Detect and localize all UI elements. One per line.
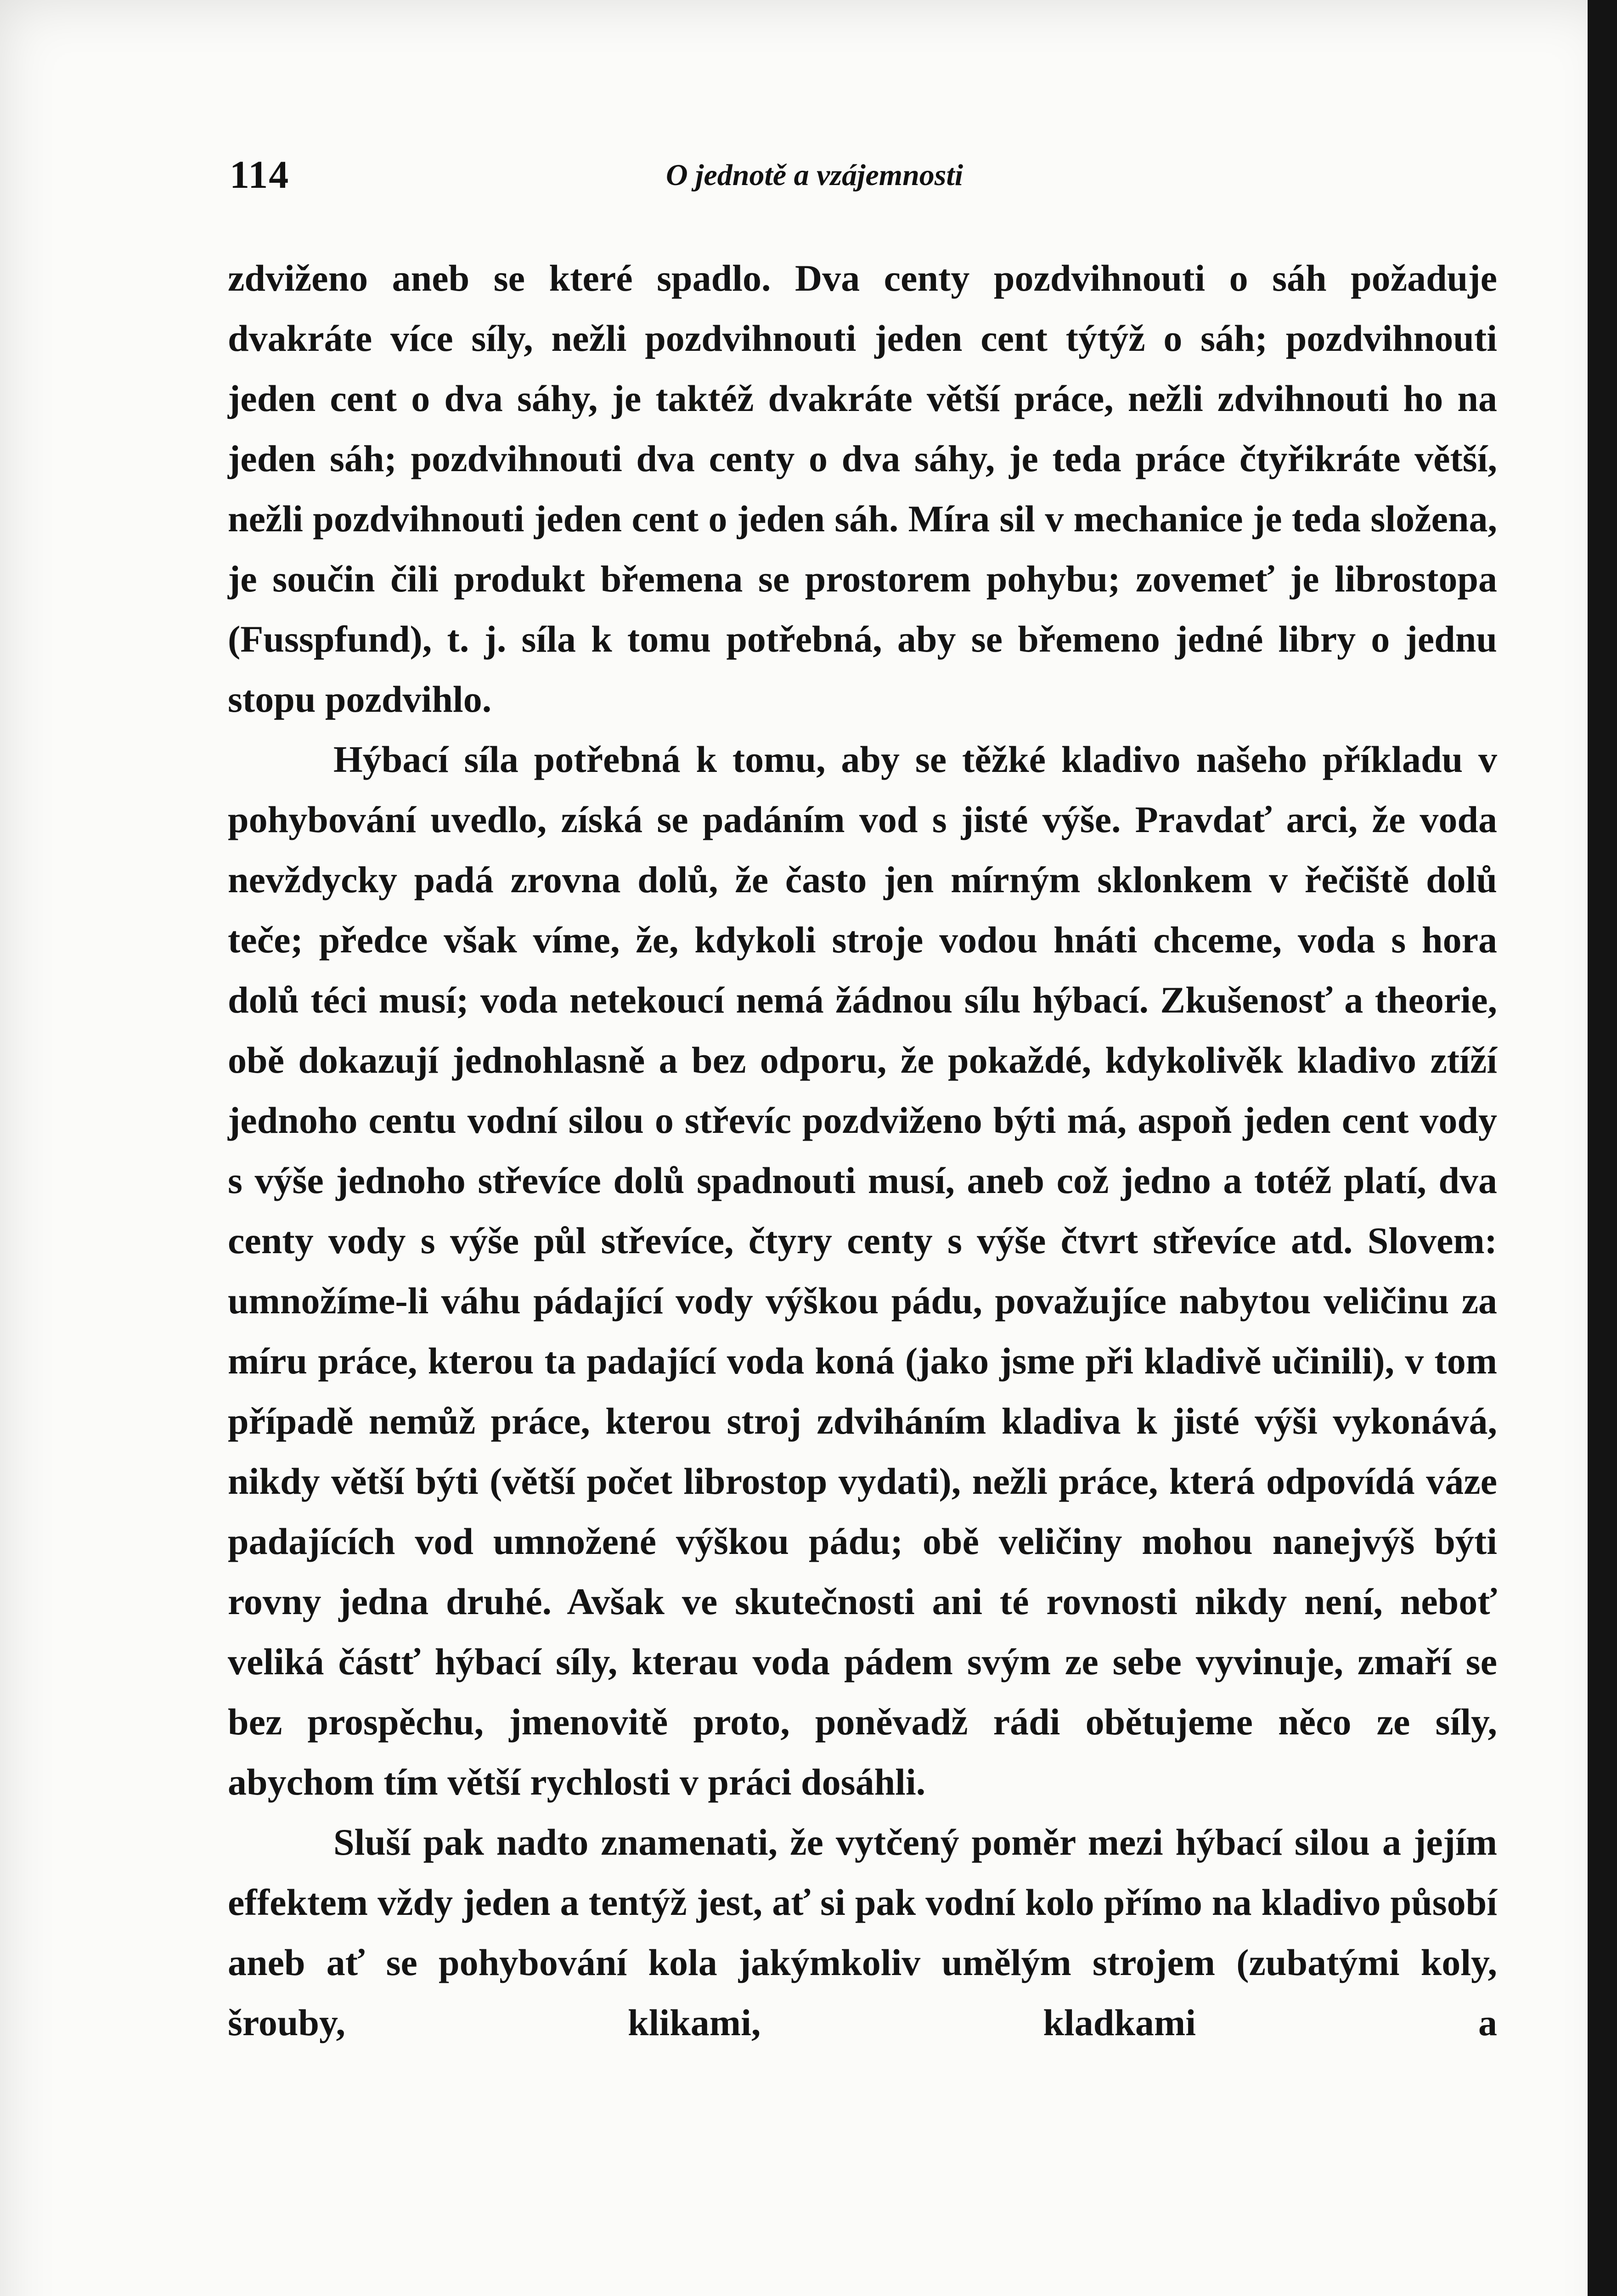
paragraph-3: Sluší pak nadto znamenati, že vytčený poměr mezi hýbací silou a jejím effektem vždy jeden a tentýž jest, ať si pak vodní kolo přímo na kladivo působí aneb ať se pohybování kola jakýmkoliv umělým strojem (zubatými koly, šrouby, klikami, kladkami a bbox=[228, 1821, 1497, 2043]
running-title: O jednotě a vzájemnosti bbox=[666, 158, 963, 192]
paragraph-1: zdviženo aneb se které spadlo. Dva centy pozdvihnouti o sáh požaduje dvakráte více síly, nežli pozdvihnouti jeden cent týtýž o sáh; pozdvihnouti jeden cent o dva sáhy, je taktéž dvakráte větší práce, nežli zdvihnouti ho na jeden sáh; pozdvihnouti dva centy o dva sáhy, je teda práce čtyřikráte větší, nežli pozdvihnouti jeden cent o jeden sáh. Míra sil v mechanice je teda složena, je součin čili produkt břemena se prostorem pohybu; zovemeť je librostopa (Fusspfund), t. j. síla k tomu potřebná, aby se břemeno jedné libry o jednu stopu pozdvihlo. bbox=[228, 257, 1497, 720]
body-text bbox=[228, 248, 1497, 2053]
page-number: 114 bbox=[230, 152, 290, 197]
scan-edge bbox=[1588, 0, 1617, 2296]
paragraph-2: Hýbací síla potřebná k tomu, aby se těžké kladivo našeho příkladu v pohybování uvedlo, získá se padáním vod s jisté výše. Pravdať arci, že voda nevždycky padá zrovna dolů, že často jen mírným sklonkem v řečiště dolů teče; předce však víme, že, kdykoli stroje vodou hnáti chceme, voda s hora dolů téci musí; voda netekoucí nemá žádnou sílu hýbací. Zkušenosť a theorie, obě dokazují jednohlasně a bez odporu, že pokaždé, kdykolivěk kladivo ztíží jednoho centu vodní silou o střevíc pozdviženo býti má, aspoň jeden cent vody s výše jednoho střevíce dolů spadnouti musí, aneb což jedno a totéž platí, dva centy vody s výše půl střevíce, čtyry centy s výše čtvrt střevíce atd. Slovem: umnožíme-li váhu pádající vody výškou pádu, považujíce nabytou veličinu za míru práce, kterou ta padající voda koná (jako jsme při kladivě učinili), v tom případě nemůž práce, kterou stroj zdviháním kladiva k jisté výši vykonává, nikdy větší býti (větší počet librostop vydati), nežli práce, která odpovídá váze padajících vod umnožené výškou pádu; obě veličiny mohou nanejvýš býti rovny jedna druhé. Avšak ve skutečnosti ani té rovnosti nikdy není, neboť veliká částť hýbací síly, kterau voda pádem svým ze sebe vyvinuje, zmaří se bez prospěchu, jmenovitě proto, poněvadž rádi obětujeme něco ze síly, abychom tím větší rychlosti v práci dosáhli. bbox=[228, 738, 1497, 1803]
page-header bbox=[230, 152, 1493, 207]
